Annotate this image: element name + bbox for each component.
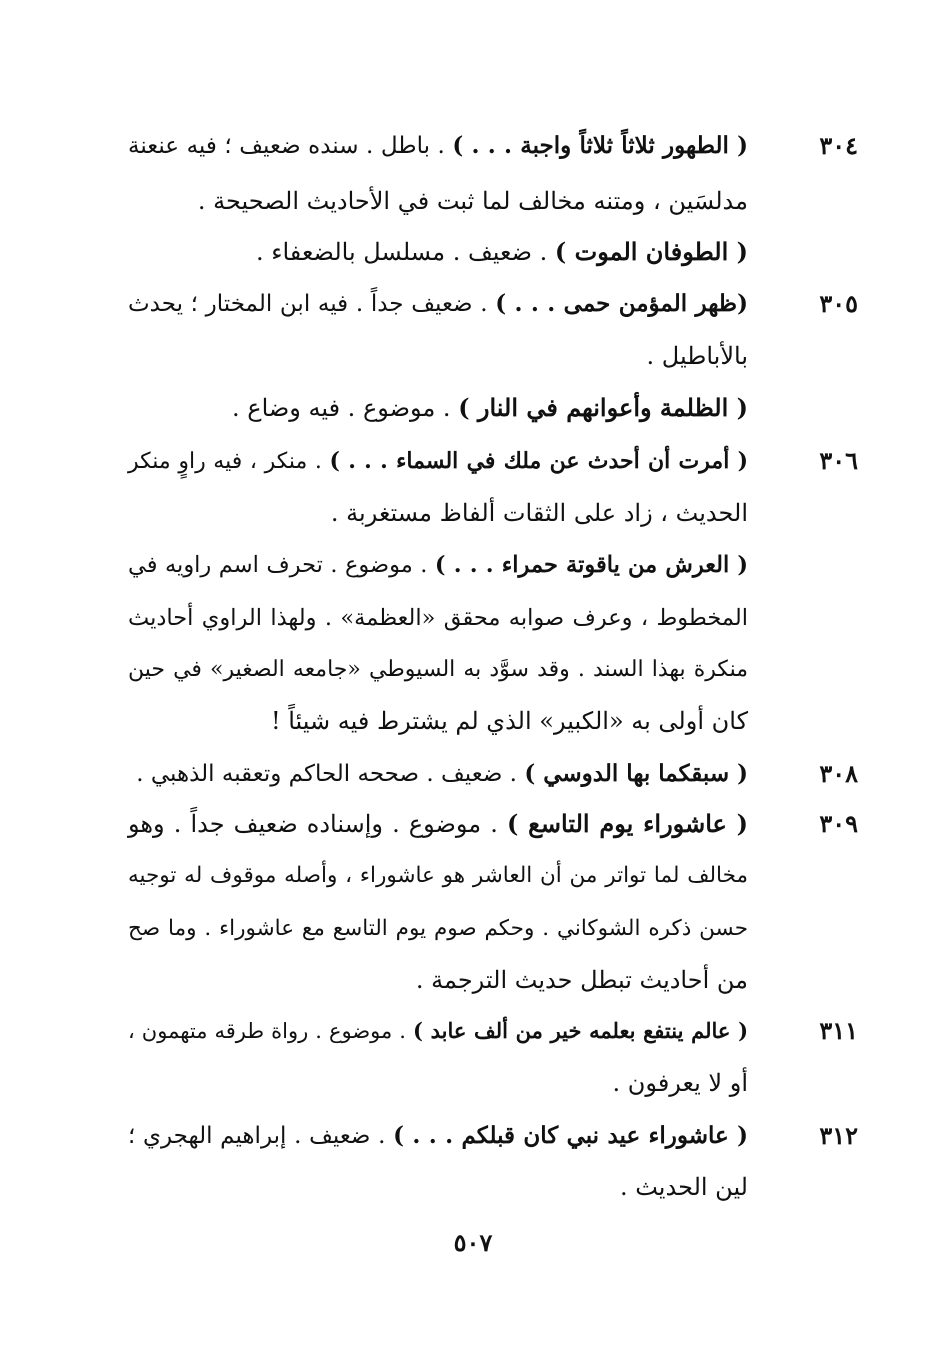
hadith-note: مدلسَين ، ومتنه مخالف لما ثبت في الأحاديث الصحيحة . <box>197 187 748 215</box>
text-line <box>128 339 748 373</box>
text-line <box>128 184 748 218</box>
hadith-note: كان أولى به «الكبير» الذي لم يشترط فيه شيئاً ! <box>270 707 748 735</box>
hadith-grade: . موضوع . فيه وضاع . <box>231 394 459 422</box>
hadith-title: ( عالم ينتفع بعلمه خير من ألف عابد ) <box>413 1018 748 1043</box>
hadith-note: مخالف لما تواتر من أن العاشر هو عاشوراء ، وأصله موقوف له توجيه <box>128 863 748 888</box>
hadith-grade: . باطل . سنده ضعيف ؛ فيه عنعنة <box>128 133 453 159</box>
hadith-title: ( عاشوراء عيد نبي كان قبلكم . . . ) <box>393 1122 748 1149</box>
hadith-grade: . موضوع . وإسناده ضعيف جداً . وهو <box>128 810 507 838</box>
text-line <box>128 1119 748 1153</box>
hadith-grade: . موضوع . رواة طرقه متهمون ، <box>128 1019 413 1043</box>
text-line <box>128 129 748 163</box>
hadith-title: ( أمرت أن أحدث عن ملك في السماء . . . ) <box>329 448 748 474</box>
page-number: ٥٠٧ <box>453 1228 493 1257</box>
hadith-title: ( عاشوراء يوم التاسع ) <box>506 809 748 838</box>
hadith-note: منكرة بهذا السند . وقد سوَّد به السيوطي «جامعه الصغير» في حين <box>128 657 748 682</box>
text-line <box>128 548 748 582</box>
hadith-note: حسن ذكره الشوكاني . وحكم صوم يوم التاسع مع عاشوراء . وما صح <box>128 916 748 941</box>
entry-number: ٣١١ <box>819 1016 858 1045</box>
text-line <box>128 444 748 479</box>
text-line <box>128 704 748 738</box>
hadith-grade: . ضعيف . صححه الحاكم وتعقبه الذهبي . <box>136 761 525 787</box>
hadith-title: ( الطوفان الموت ) <box>554 237 748 266</box>
text-line <box>128 601 748 635</box>
entry-number: ٣٠٨ <box>819 759 858 788</box>
text-line <box>128 235 748 269</box>
hadith-title: ( الظلمة وأعوانهم في النار ) <box>458 393 748 422</box>
hadith-title: (ظهر المؤمن حمى . . . ) <box>495 290 748 317</box>
text-line <box>128 963 748 997</box>
entry-number: ٣٠٤ <box>819 131 858 160</box>
entry-number: ٣٠٥ <box>819 289 858 318</box>
hadith-note: أو لا يعرفون . <box>612 1069 748 1097</box>
entry-number: ٣٠٩ <box>819 809 858 838</box>
entry-number: ٣٠٦ <box>819 446 858 475</box>
text-line <box>128 653 748 687</box>
hadith-grade: . منكر ، فيه راوٍ منكر <box>128 449 330 474</box>
text-line <box>128 1014 748 1048</box>
hadith-title: ( الطهور ثلاثاً ثلاثاً واجبة . . . ) <box>452 132 748 159</box>
hadith-title: ( العرش من ياقوتة حمراء . . . ) <box>434 552 749 578</box>
text-line <box>128 1066 748 1100</box>
hadith-title: ( سبقكما بها الدوسي ) <box>524 760 748 787</box>
hadith-note: بالأباطيل . <box>646 342 748 370</box>
text-line <box>128 912 748 946</box>
hadith-grade: . ضعيف جداً . فيه ابن المختار ؛ يحدث <box>128 291 496 317</box>
hadith-note: لين الحديث . <box>619 1173 748 1201</box>
text-line <box>128 859 748 893</box>
text-line <box>128 391 748 425</box>
hadith-grade: . ضعيف . مسلسل بالضعفاء . <box>255 238 555 266</box>
hadith-grade: . موضوع . تحرف اسم راويه في <box>128 552 435 578</box>
hadith-note: المخطوط ، وعرف صوابه محقق «العظمة» . ولهذا الراوي أحاديث <box>128 605 748 631</box>
hadith-grade: . ضعيف . إبراهيم الهجري ؛ <box>128 1123 394 1149</box>
text-line <box>128 757 748 791</box>
text-line <box>128 807 748 841</box>
text-line <box>128 287 748 321</box>
hadith-note: من أحاديث تبطل حديث الترجمة . <box>415 966 748 994</box>
hadith-note: الحديث ، زاد على الثقات ألفاظ مستغربة . <box>330 499 748 527</box>
text-line <box>128 496 748 530</box>
text-line <box>128 1170 748 1204</box>
entry-number: ٣١٢ <box>819 1121 858 1150</box>
